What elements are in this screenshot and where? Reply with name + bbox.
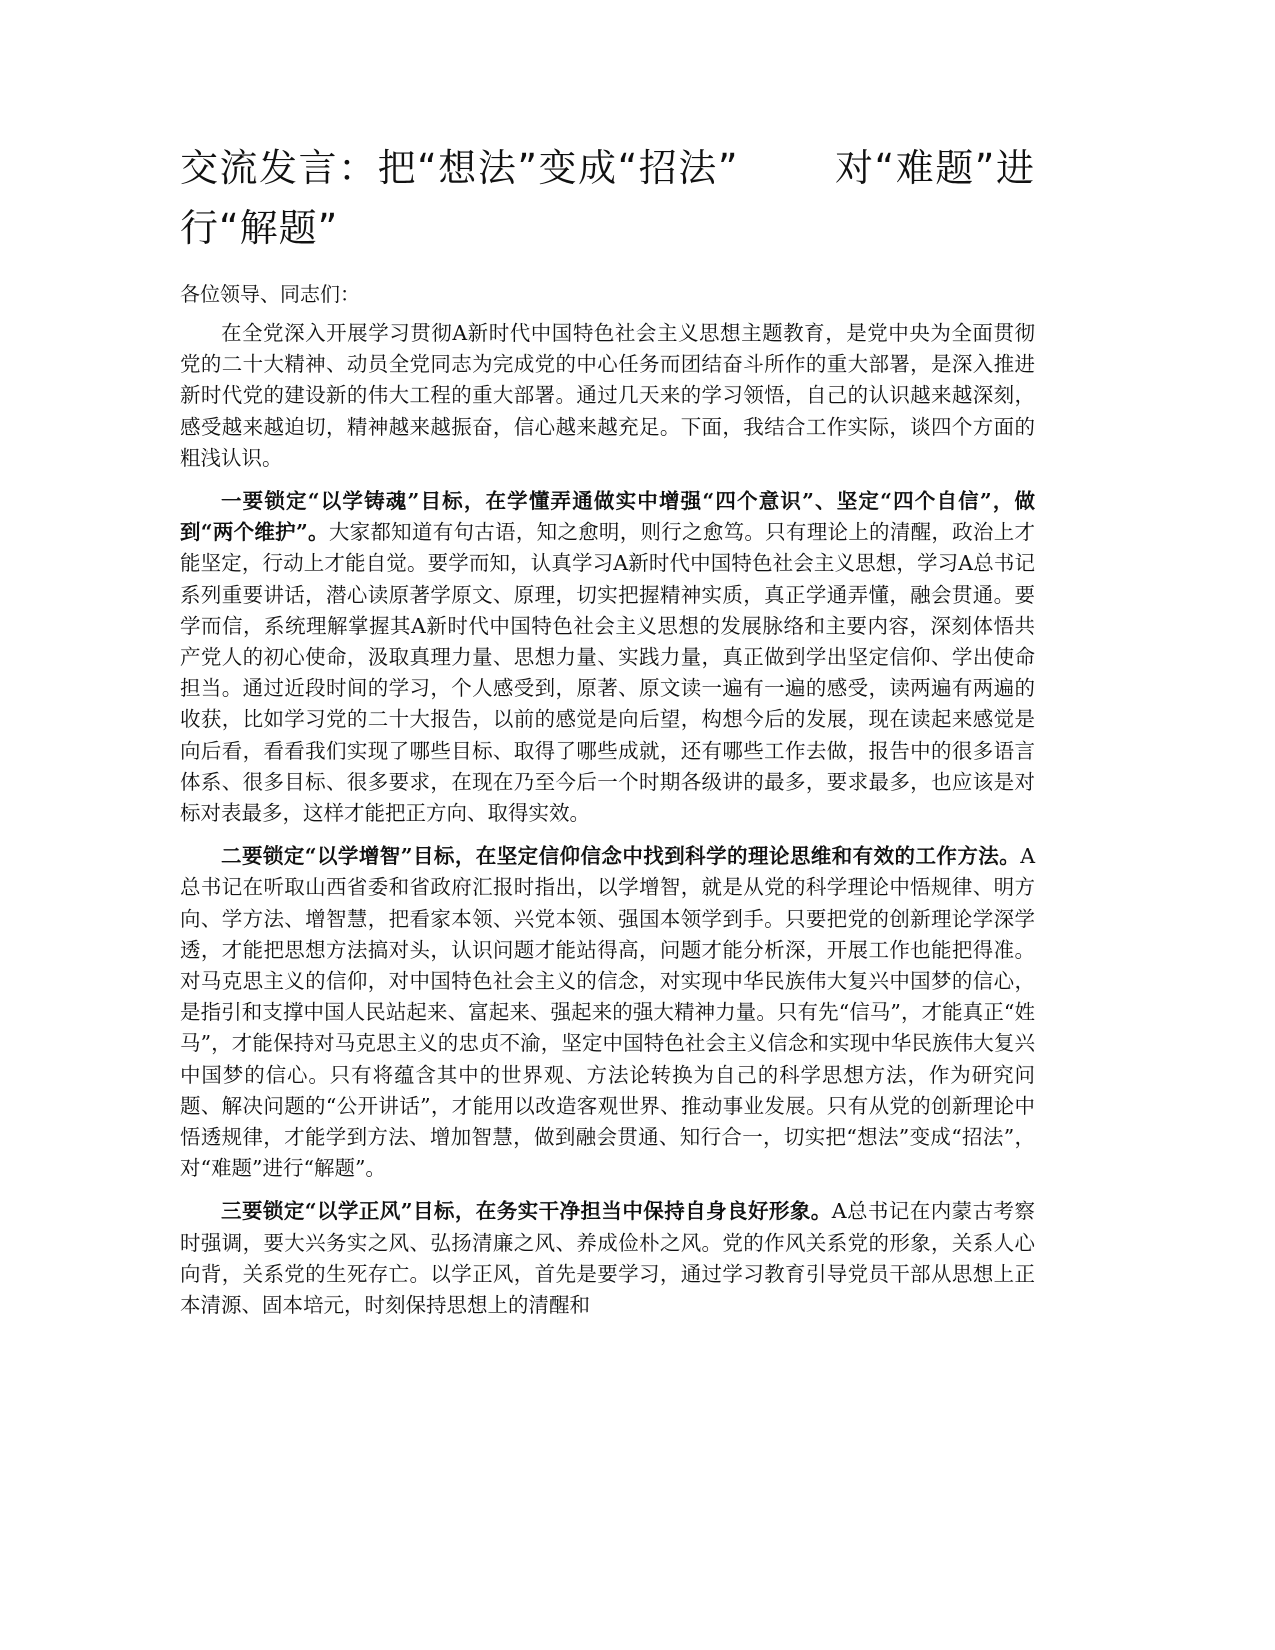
section-2-paragraph [180,841,1035,1184]
section-3-paragraph [180,1196,1035,1321]
section-1-body: 大家都知道有句古语，知之愈明，则行之愈笃。只有理论上的清醒，政治上才能坚定，行动上才能自觉。要学而知，认真学习A新时代中国特色社会主义思想，学习A总书记系列重要讲话，潜心读原著学原文、原理，切实把握精神实质，真正学通弄懂，融会贯通。要学而信，系统理解掌握其A新时代中国特色社会主义思想的发展脉络和主要内容，深刻体悟共产党人的初心使命，汲取真理力量、思想力量、实践力量，真正做到学出坚定信仰、学出使命担当。通过近段时间的学习，个人感受到，原著、原文读一遍有一遍的感受，读两遍有两遍的收获，比如学习党的二十大报告，以前的感觉是向后望，构想今后的发展，现在读起来感觉是向后看，看看我们实现了哪些目标、取得了哪些成就，还有哪些工作去做，报告中的很多语言体系、很多目标、很多要求，在现在乃至今后一个时期各级讲的最多，要求最多，也应该是对标对表最多，这样才能把正方向、取得实效。 [180,520,1035,826]
section-2-body: A总书记在听取山西省委和省政府汇报时指出，以学增智，就是从党的科学理论中悟规律、明方向、学方法、增智慧，把看家本领、兴党本领、强国本领学到手。只要把党的创新理论学深学透，才能把思想方法搞对头，认识问题才能站得高，问题才能分析深，开展工作也能把得准。对马克思主义的信仰，对中国特色社会主义的信念，对实现中华民族伟大复兴中国梦的信心，是指引和支撑中国人民站起来、富起来、强起来的强大精神力量。只有先“信马”，才能真正“姓马”，才能保持对马克思主义的忠贞不渝，坚定中国特色社会主义信念和实现中华民族伟大复兴中国梦的信心。只有将蕴含其中的世界观、方法论转换为自己的科学思想方法，作为研究问题、解决问题的“公开讲话”，才能用以改造客观世界、推动事业发展。只有从党的创新理论中悟透规律，才能学到方法、增加智慧，做到融会贯通、知行合一，切实把“想法”变成“招法”，对“难题”进行“解题”。 [180,844,1035,1181]
document-page [180,138,1035,1321]
section-2-heading: 二要锁定“以学增智”目标，在坚定信仰信念中找到科学的理论思维和有效的工作方法。 [221,844,1021,869]
title-part-2: 对“难题”进行“解题” [180,146,1035,250]
document-title [180,138,1035,258]
intro-paragraph: 在全党深入开展学习贯彻A新时代中国特色社会主义思想主题教育，是党中央为全面贯彻党的二十大精神、动员全党同志为完成党的中心任务而团结奋斗所作的重大部署，是深入推进新时代党的建设新的伟大工程的重大部署。通过几天来的学习领悟，自己的认识越来越深刻，感受越来越迫切，精神越来越振奋，信心越来越充足。下面，我结合工作实际，谈四个方面的粗浅认识。 [180,321,1035,470]
section-3-heading: 三要锁定“以学正风”目标，在务实干净担当中保持自身良好形象。 [221,1199,832,1224]
section-1-paragraph [180,486,1035,829]
title-part-1: 交流发言：把“想法”变成“招法” [180,146,739,190]
salutation: 各位领导、同志们： [180,282,360,306]
section-3-body: A总书记在内蒙古考察时强调，要大兴务实之风、弘扬清廉之风、养成俭朴之风。党的作风关系党的形象，关系人心向背，关系党的生死存亡。以学正风，首先是要学习，通过学习教育引导党员干部从思想上正本清源、固本培元，时刻保持思想上的清醒和 [180,1199,1035,1318]
section-1-heading: 一要锁定“以学铸魂”目标，在学懂弄通做实中增强“四个意识”、坚定“四个自信”，做到“两个维护”。 [180,489,1035,545]
